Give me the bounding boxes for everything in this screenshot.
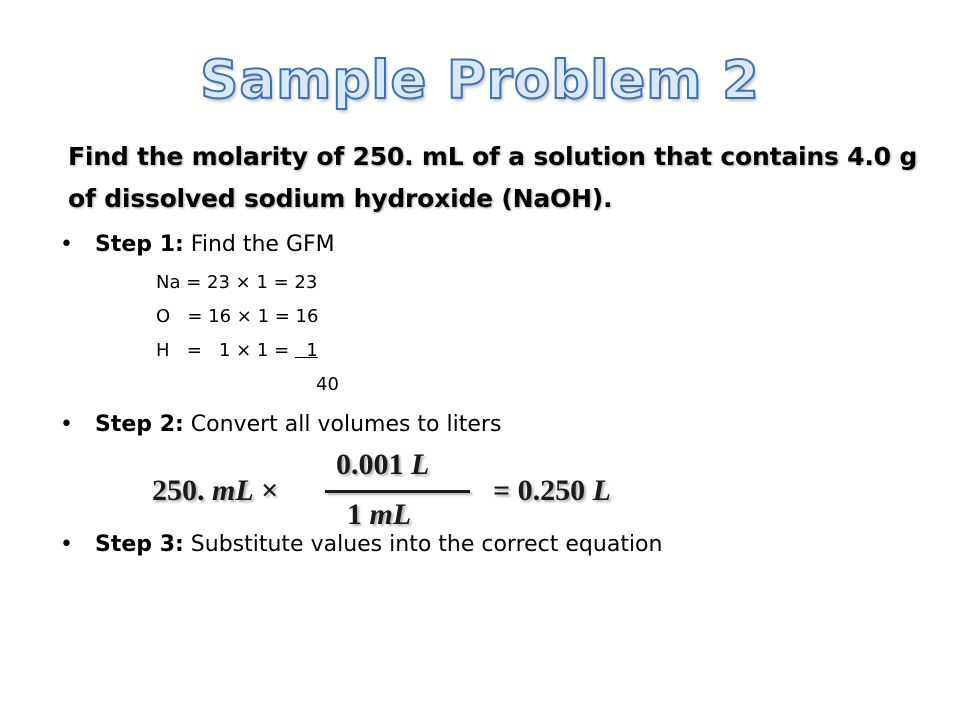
step-3-text: Substitute values into the correct equation (183, 532, 663, 557)
bullet-icon: • (60, 412, 73, 437)
step-1-label: Step 1: (95, 232, 184, 257)
step-2-text: Convert all volumes to liters (183, 412, 502, 437)
gfm-o-line: O = 16 × 1 = 16 (156, 306, 319, 327)
bullet-icon: • (60, 532, 73, 557)
equation-numerator: 0.001 L (336, 448, 430, 481)
step-1-text: Find the GFM (183, 232, 335, 257)
problem-statement: Find the molarity of 250. mL of a solution that contains 4.0 g of dissolved sodium hydroxide (NaOH). (68, 142, 918, 213)
gfm-h-value: 1 (294, 340, 318, 361)
equation-denominator: 1 mL (347, 498, 412, 531)
step-3-label: Step 3: (95, 532, 184, 557)
equation-result: = 0.250 L (493, 474, 611, 507)
slide-title: Sample Problem 2 (200, 50, 760, 111)
bullet-icon: • (60, 232, 73, 257)
fraction-bar (325, 490, 470, 493)
times-symbol: × (261, 474, 279, 507)
step-2-label: Step 2: (95, 412, 184, 437)
gfm-na-line: Na = 23 × 1 = 23 (156, 272, 318, 293)
gfm-total: 40 (316, 374, 339, 395)
equation-left: 250. mL × (152, 474, 279, 507)
gfm-h-line: H = 1 × 1 = 1 (156, 340, 318, 361)
